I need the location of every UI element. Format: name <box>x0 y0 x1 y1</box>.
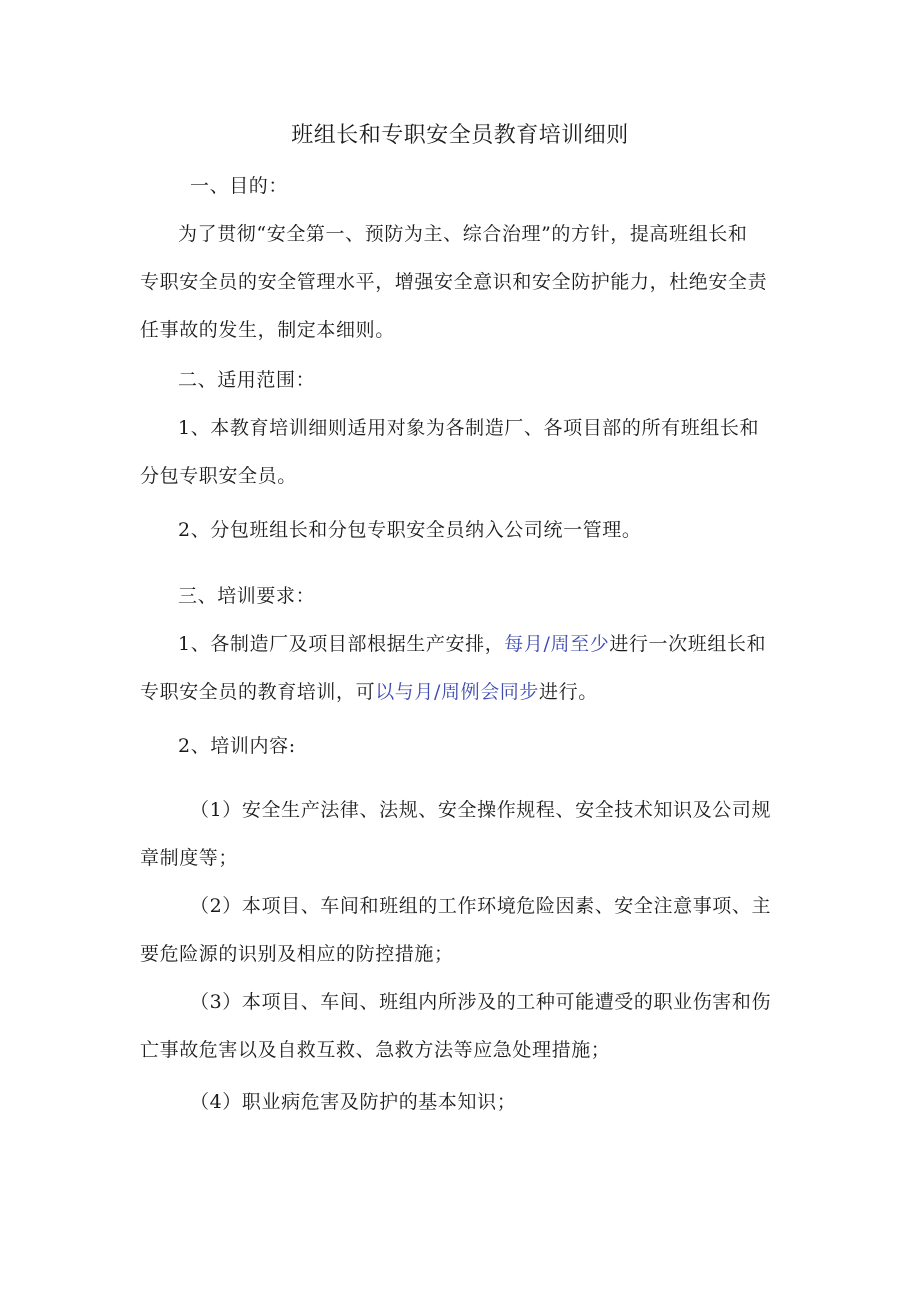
purpose-line-1: 为了贯彻“安全第一、预防为主、综合治理”的方针，提高班组长和 <box>178 223 748 245</box>
purpose-line-2: 专职安全员的安全管理水平，增强安全意识和安全防护能力，杜绝安全责 <box>140 271 768 293</box>
content-item-2-line-2: 要危险源的识别及相应的防控措施； <box>140 943 454 965</box>
content-item-1-line-2: 章制度等； <box>140 847 239 869</box>
scope-item-1-line-1: 1、本教育培训细则适用对象为各制造厂、各项目部的所有班组长和 <box>178 417 760 439</box>
content-item-1-line-1: （1）安全生产法律、法规、安全操作规程、安全技术知识及公司规 <box>190 799 772 821</box>
content-item-3-line-1: （3）本项目、车间、班组内所涉及的工种可能遭受的职业伤害和伤 <box>190 991 772 1013</box>
section-2-heading: 二、适用范围： <box>178 369 316 391</box>
document-title: 班组长和专职安全员教育培训细则 <box>291 123 629 148</box>
section-1-heading: 一、目的： <box>190 175 289 197</box>
requirement-item-1-line-1 <box>178 630 766 658</box>
requirement-text: 专职安全员的教育培训，可 <box>140 681 376 703</box>
requirement-text: 进行。 <box>539 681 598 703</box>
training-content-heading: 2、培训内容: <box>178 735 296 757</box>
meeting-highlight: 以与月/周例会同步 <box>375 681 540 703</box>
scope-item-1-line-2: 分包专职安全员。 <box>140 465 297 487</box>
purpose-line-3: 任事故的发生，制定本细则。 <box>140 319 395 341</box>
requirement-item-1-line-2 <box>140 678 598 706</box>
content-item-2-line-1: （2）本项目、车间和班组的工作环境危险因素、安全注意事项、主 <box>190 895 772 917</box>
content-item-3-line-2: 亡事故危害以及自救互救、急救方法等应急处理措施； <box>140 1039 611 1061</box>
requirement-text: 进行一次班组长和 <box>609 633 767 655</box>
scope-item-2: 2、分包班组长和分包专职安全员纳入公司统一管理。 <box>178 519 642 541</box>
requirement-text: 1、各制造厂及项目部根据生产安排， <box>178 633 505 655</box>
content-item-4: （4）职业病危害及防护的基本知识； <box>190 1091 517 1113</box>
section-3-heading: 三、培训要求： <box>178 585 316 607</box>
frequency-highlight: 每月/周至少 <box>504 633 610 655</box>
